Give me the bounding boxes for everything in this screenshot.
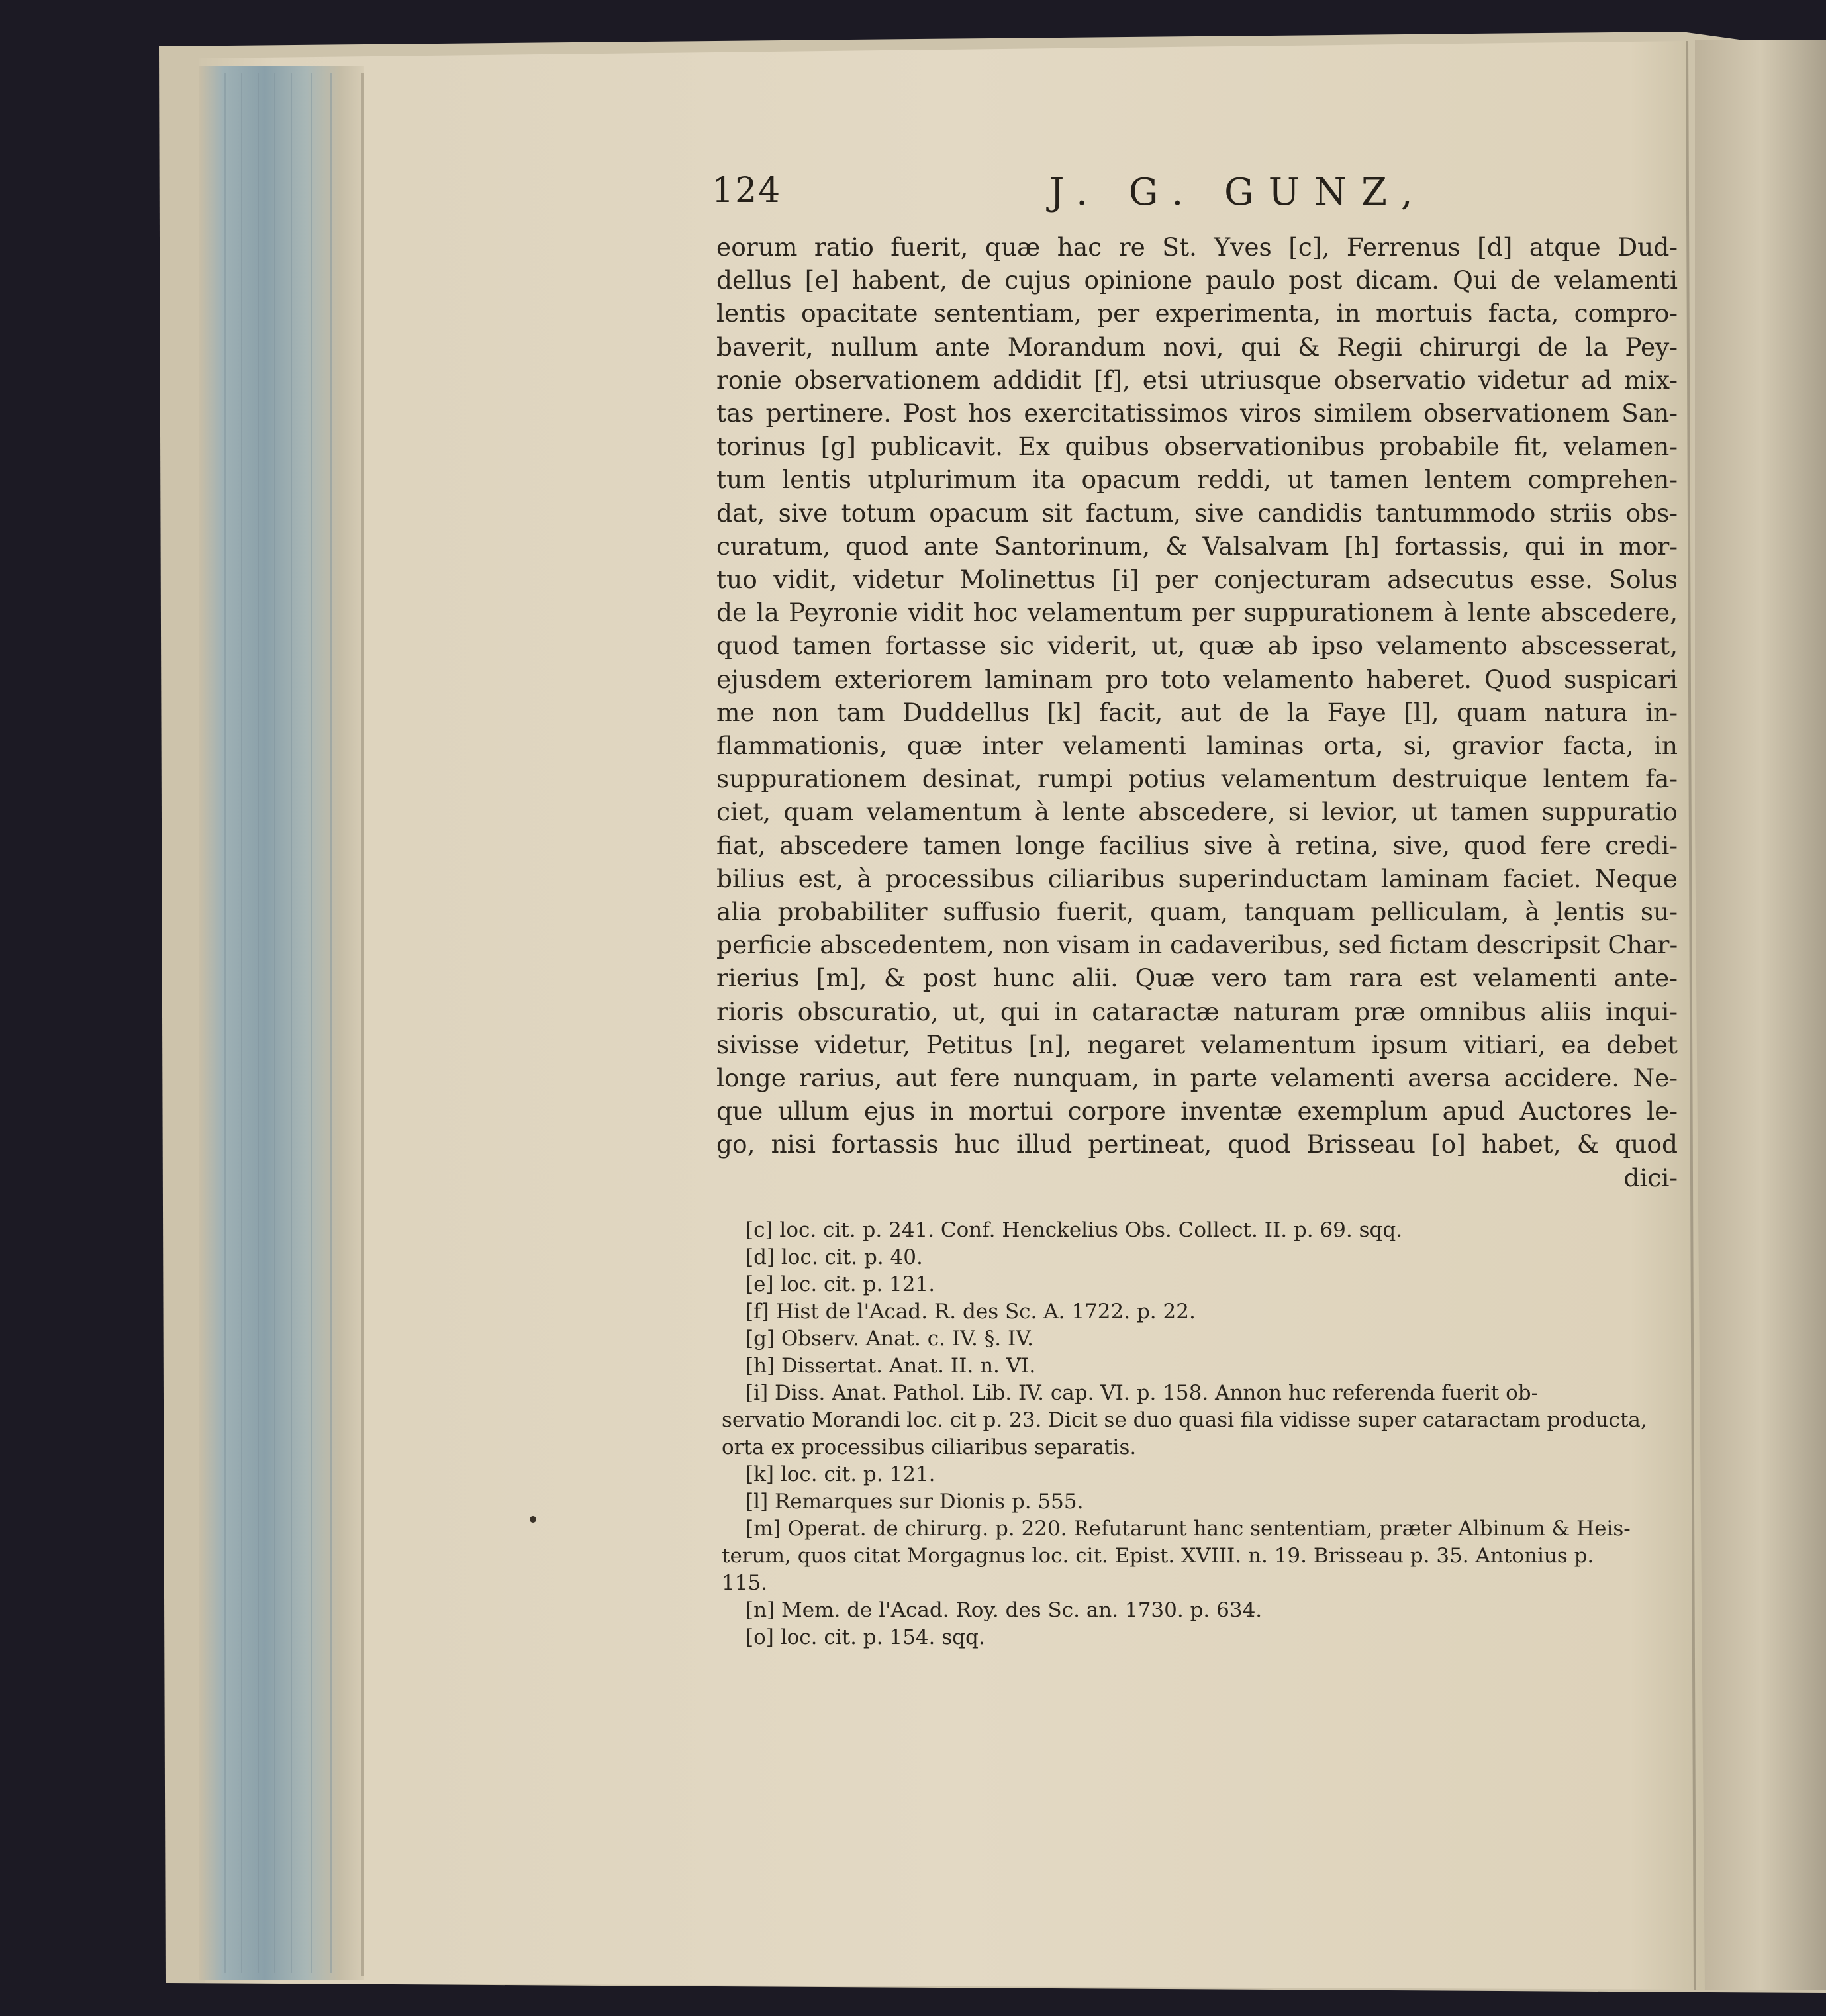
footnote: [n] Mem. de l'Acad. Roy. des Sc. an. 1730. p. 634. — [745, 1598, 1263, 1622]
footnote: [o] loc. cit. p. 154. sqq. — [745, 1625, 985, 1649]
footnote-continuation: servatio Morandi loc. cit p. 23. Dicit se duo quasi fila vidisse super cataractam producta, — [722, 1408, 1647, 1432]
body-line: lentis opacitate sententiam, per experimenta, in mortuis facta, compro- — [716, 299, 1678, 328]
body-line: dellus [e] habent, de cujus opinione paulo post dicam. Qui de velamenti — [716, 265, 1678, 295]
body-line: ciet, quam velamentum à lente abscedere, si levior, ut tamen suppuratio — [716, 797, 1678, 827]
body-line: que ullum ejus in mortui corpore inventæ exemplum apud Auctores le- — [716, 1096, 1678, 1126]
body-line: sivisse videtur, Petitus [n], negaret velamentum ipsum vitiari, ea debet — [716, 1030, 1678, 1059]
body-line: go, nisi fortassis huc illud pertineat, quod Brisseau [o] habet, & quod — [716, 1129, 1678, 1159]
body-line: dat, sive totum opacum sit factum, sive candidis tantummodo striis obs- — [716, 498, 1678, 528]
body-line: eorum ratio fuerit, quæ hac re St. Yves [c], Ferrenus [d] atque Dud- — [716, 232, 1678, 262]
page-number: 124 — [712, 171, 782, 211]
page-header — [712, 171, 1718, 237]
body-line: tum lentis utplurimum ita opacum reddi, ut tamen lentem comprehen- — [716, 465, 1678, 495]
footnote: [f] Hist de l'Acad. R. des Sc. A. 1722. p. 22. — [745, 1300, 1196, 1323]
body-line: ejusdem exteriorem laminam pro toto velamento haberet. Quod suspicari — [716, 664, 1678, 694]
footnote: [l] Remarques sur Dionis p. 555. — [745, 1490, 1084, 1513]
footnote: [d] loc. cit. p. 40. — [745, 1245, 923, 1269]
body-line: de la Peyronie vidit hoc velamentum per suppurationem à lente abscedere, — [716, 598, 1678, 628]
footnote: [h] Dissertat. Anat. II. n. VI. — [745, 1354, 1036, 1378]
running-head: J. G. GUNZ, — [1049, 171, 1427, 214]
footnote: [k] loc. cit. p. 121. — [745, 1463, 936, 1486]
fore-edge — [199, 66, 364, 1980]
footnote: [e] loc. cit. p. 121. — [745, 1272, 936, 1296]
footnote: [m] Operat. de chirurg. p. 220. Refutarunt hanc sententiam, præter Albinum & Heis- — [745, 1517, 1631, 1541]
footnote: [g] Observ. Anat. c. IV. §. IV. — [745, 1327, 1034, 1351]
footnote: [i] Diss. Anat. Pathol. Lib. IV. cap. VI. p. 158. Annon huc referenda fuerit ob- — [745, 1381, 1539, 1405]
body-line: baverit, nullum ante Morandum novi, qui & Regii chirurgi de la Pey- — [716, 332, 1678, 361]
footnote-continuation: terum, quos citat Morgagnus loc. cit. Epist. XVIII. n. 19. Brisseau p. 35. Antonius p. — [722, 1544, 1594, 1568]
right-page-stack — [1695, 40, 1826, 1990]
footnotes — [722, 1217, 1675, 1651]
body-line: perficie abscedentem, non visam in cadaveribus, sed fictam descripsit Char- — [716, 930, 1678, 960]
body-line: quod tamen fortasse sic viderit, ut, quæ ab ipso velamento abscesserat, — [716, 631, 1678, 661]
catchword: dici- — [1623, 1163, 1678, 1192]
body-line: tuo vidit, videtur Molinettus [i] per conjecturam adsecutus esse. Solus — [716, 565, 1678, 595]
body-line: longe rarius, aut fere nunquam, in parte velamenti aversa accidere. Ne- — [716, 1063, 1678, 1093]
body-line: fiat, abscedere tamen longe facilius sive à retina, sive, quod fere credi- — [716, 830, 1678, 860]
body-line: suppurationem desinat, rumpi potius velamentum destruique lentem fa- — [716, 764, 1678, 794]
body-text — [716, 230, 1678, 1194]
body-line: rierius [m], & post hunc alii. Quæ vero tam rara est velamenti ante- — [716, 963, 1678, 993]
footnote-continuation: 115. — [722, 1571, 768, 1595]
body-line: alia probabiliter suffusio fuerit, quam, tanquam pelliculam, à lentis su- — [716, 897, 1678, 927]
body-line: bilius est, à processibus ciliaribus superinductam laminam faciet. Neque — [716, 863, 1678, 893]
footnote-continuation: orta ex processibus ciliaribus separatis. — [722, 1435, 1137, 1459]
body-line: torinus [g] publicavit. Ex quibus observationibus probabile fit, velamen- — [716, 432, 1678, 461]
body-line: rioris obscuratio, ut, qui in cataractæ naturam præ omnibus aliis inqui- — [716, 996, 1678, 1026]
body-line: tas pertinere. Post hos exercitatissimos viros similem observationem San- — [716, 399, 1678, 428]
body-line: curatum, quod ante Santorinum, & Valsalvam [h] fortassis, qui in mor- — [716, 531, 1678, 561]
body-line: me non tam Duddellus [k] facit, aut de la Faye [l], quam natura in- — [716, 697, 1678, 727]
body-line: ronie observationem addidit [f], etsi utriusque observatio videtur ad mix- — [716, 365, 1678, 395]
footnote: [c] loc. cit. p. 241. Conf. Henckelius Obs. Collect. II. p. 69. sqq. — [745, 1218, 1403, 1242]
body-line: flammationis, quæ inter velamenti laminas orta, si, gravior facta, in — [716, 731, 1678, 761]
